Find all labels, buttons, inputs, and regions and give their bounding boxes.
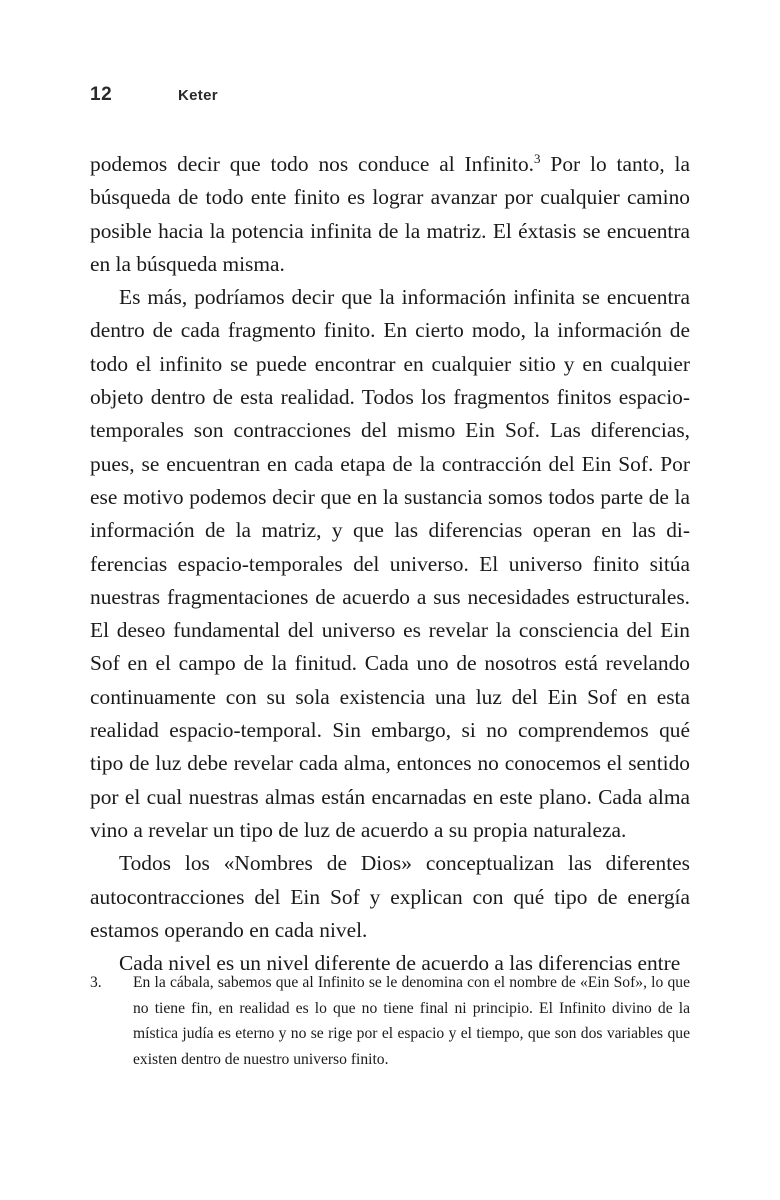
body-text [90, 148, 690, 980]
footnote-number: 3. [90, 974, 102, 991]
footnote-3 [90, 970, 690, 1072]
paragraph-1-text-start: podemos decir que todo nos conduce al Infinito. [90, 152, 535, 176]
running-head [90, 84, 218, 110]
footnotes [90, 970, 690, 1072]
footnote-text: En la cábala, sabemos que al Infinito se le denomina con el nombre de «Ein Sof», lo que no tiene fin, en realidad es lo que no tiene final ni principio. El Infinito divino de la mística judía es eterno y no se rige por el espacio y el tiempo, que son dos variables que existen dentro de nuestro universo finito. [133, 974, 690, 1068]
paragraph-3: Todos los «Nombres de Dios» conceptualizan las diferentes autocontracciones del Ein Sof y explican con qué tipo de energía estamos operando en cada nivel. [90, 851, 690, 942]
footnote-reference-3[interactable]: 3 [534, 151, 541, 166]
page-number: 12 [90, 84, 113, 105]
paragraph-1-text-end: Por lo tanto, la búsqueda de todo ente finito es lograr avanzar por cualquier camino posible hacia la potencia infinita de la matriz. El éxtasis se encuentra en la búsqueda misma. [90, 152, 690, 276]
paragraph-1 [90, 148, 690, 281]
paragraph-2: Es más, podríamos decir que la información infinita se encuentra dentro de cada fragmento finito. En cierto modo, la información de todo el infinito se puede encontrar en cualquier sitio y en cualquier objeto dentro de esta realidad. Todos los fragmentos finitos espaciotemporales son contracciones del mismo Ein Sof. Las diferencias, pues, se encuentran en cada etapa de la contracción del Ein Sof. Por ese motivo podemos decir que en la sustancia somos todos parte de la información de la matriz, y que las diferencias operan en las diferencias espacio-temporales del universo. El universo finito sitúa nuestras fragmentaciones de acuerdo a sus necesidades estructurales. El deseo fundamental del universo es revelar la consciencia del Ein Sof en el campo de la finitud. Cada uno de nosotros está revelando continuamente con su sola existencia una luz del Ein Sof en esta realidad espacio-temporal. Sin embargo, si no comprendemos qué tipo de luz debe revelar cada alma, entonces no conocemos el sentido por el cual nuestras almas están encarnadas en este plano. Cada alma vino a revelar un tipo de luz de acuerdo a su propia naturaleza. [90, 285, 690, 842]
paragraph-4: Cada nivel es un nivel diferente de acuerdo a las diferencias entre [119, 951, 681, 976]
running-title: Keter [178, 87, 218, 104]
